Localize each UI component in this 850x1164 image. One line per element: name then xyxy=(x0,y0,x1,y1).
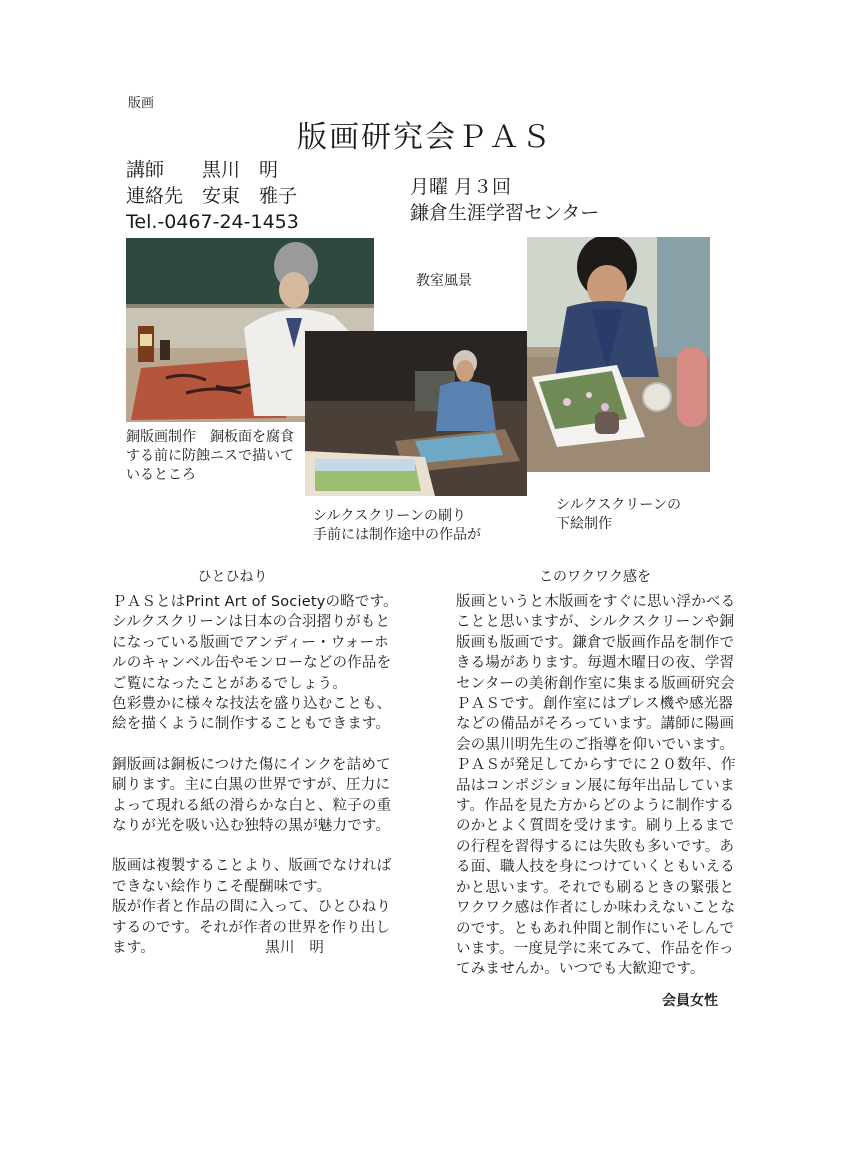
text-line: ことと思いますが、シルクスクリーンや銅 xyxy=(456,614,735,631)
text-line: のです。ともあれ仲間と制作にいそしんで xyxy=(456,920,735,937)
page-title: 版画研究会ＰＡＳ xyxy=(297,120,553,155)
photo-silkscreen xyxy=(305,331,527,496)
text-line: る面、職人技を身につけていくともいえる xyxy=(456,859,736,876)
venue-line: 鎌倉生涯学習センター xyxy=(410,202,600,224)
left-column-body xyxy=(112,592,412,959)
right-column-body xyxy=(456,592,756,980)
caption-line: シルクスクリーンの xyxy=(556,497,681,513)
text-line: 絵を描くように制作することもできます。 xyxy=(112,716,391,733)
text-line: よって現れる紙の滑らかな白と、粒子の重 xyxy=(112,797,392,814)
right-column-heading: このワクワク感を xyxy=(539,569,651,585)
text-line: ＰＡＳです。創作室にはプレス機や感光器 xyxy=(456,696,734,713)
photo-sketch xyxy=(527,237,710,472)
text-line: います。一度見学に来てみて、作品を作っ xyxy=(456,940,734,957)
author-signature: 会員女性 xyxy=(662,993,718,1009)
text-line: ルのキャンベル缶やモンローなどの作品を xyxy=(112,655,392,672)
text-line: 銅版画は銅板につけた傷にインクを詰めて xyxy=(112,756,391,773)
text-line: 色彩豊かに様々な技法を盛り込むことも、 xyxy=(112,696,392,713)
caption-line: 手前には制作途中の作品が xyxy=(313,527,481,543)
text-line: てみませんか。いつでも大歓迎です。 xyxy=(456,961,705,978)
text-line: できない絵作りこそ醍醐味です。 xyxy=(112,878,332,895)
contact-info xyxy=(126,157,299,235)
instructor-line: 講師 黒川 明 xyxy=(126,159,279,181)
schedule-line: 月曜 月３回 xyxy=(410,176,512,198)
text-line: センターの美術創作室に集まる版画研究会 xyxy=(456,675,735,692)
caption-sketch xyxy=(556,496,681,534)
photo-label-classroom: 教室風景 xyxy=(416,273,472,289)
text-line: のかとよく質問を受けます。刷り上るまで xyxy=(456,818,735,835)
text-line: の行程を習得するには失敗も多いです。あ xyxy=(456,838,735,855)
caption-line: いるところ xyxy=(126,467,196,483)
caption-silkscreen xyxy=(313,507,481,545)
caption-line: 下絵制作 xyxy=(556,516,612,532)
text-line: 版画というと木版画をすぐに思い浮かべる xyxy=(456,594,736,610)
text-line: ＰＡＳが発足してからすでに２０数年、作 xyxy=(456,757,736,774)
text-line: 品はコンポジション展に毎年出品していま xyxy=(456,777,735,794)
category-label: 版画 xyxy=(128,96,155,111)
caption-line: シルクスクリーンの刷り xyxy=(313,508,466,524)
text-line: 会の黒川明先生のご指導を仰いでいます。 xyxy=(456,736,735,753)
text-line: 版画は複製することより、版画でなければ xyxy=(112,858,392,875)
text-line: ＰＡＳとはPrint Art of Societyの略です。 xyxy=(112,594,398,610)
text-line: ご覧になったことがあるでしょう。 xyxy=(112,675,348,692)
schedule-info xyxy=(410,174,599,226)
text-line: なりが光を吸い込む独特の黒が魅力です。 xyxy=(112,818,391,835)
left-column-heading: ひとひねり xyxy=(197,569,268,585)
text-line: などの備品がそろっています。講師に陽画 xyxy=(456,716,735,733)
text-line: かと思います。それでも刷るときの緊張と xyxy=(456,879,735,896)
text-line: きる場があります。毎週木曜日の夜、学習 xyxy=(456,655,735,672)
caption-line: する前に防蝕ニスで描いて xyxy=(126,448,294,464)
caption-copperplate xyxy=(126,428,294,485)
text-line: 刷ります。主に白黒の世界ですが、圧力に xyxy=(112,777,391,794)
text-line: するのです。それが作者の世界を作り出し xyxy=(112,919,391,936)
text-line: 版画も版画です。鎌倉で版画作品を制作で xyxy=(456,634,735,651)
text-line: シルクスクリーンは日本の合羽摺りがもと xyxy=(112,614,391,631)
text-line: ワクワク感は作者にしか味わえないことな xyxy=(456,900,736,917)
phone-line: Tel.-0467-24-1453 xyxy=(126,211,299,233)
text-line: になっている版画でアンディー・ウォーホ xyxy=(112,634,389,651)
contact-line: 連絡先 安東 雅子 xyxy=(126,185,298,207)
text-line: す。作品を見た方からどのように制作する xyxy=(456,798,735,815)
text-line: ます。 黒川 明 xyxy=(112,940,325,957)
text-line: 版が作者と作品の間に入って、ひとひねり xyxy=(112,899,392,916)
caption-line: 銅版画制作 銅板面を腐食 xyxy=(126,429,294,445)
